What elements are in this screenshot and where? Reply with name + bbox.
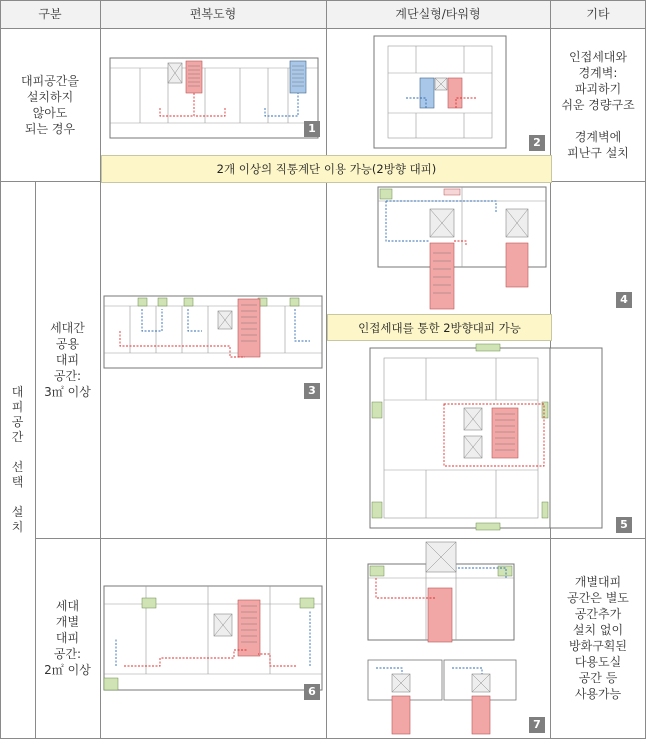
floor-plan-4 (326, 181, 550, 314)
section-label: 대 피 공 간 선 택 설 치 (11, 385, 24, 534)
banner-text: 2개 이상의 직통계단 이용 가능(2방향 대피) (216, 162, 437, 176)
floor-plan-3 (100, 181, 326, 399)
plan-number-badge: 2 (529, 135, 545, 151)
stair-red-7 (428, 588, 452, 642)
header-other: 기타 (586, 7, 610, 21)
neighbor-evacuation-banner (327, 314, 552, 341)
row1-category: 대피공간을 설치하지 않아도 되는 경우 (21, 73, 79, 136)
floor-plan-2 (326, 28, 550, 155)
plan-number-badge: 5 (616, 517, 632, 533)
floor-plan-1 (100, 28, 326, 155)
stair-blue-2 (420, 78, 434, 108)
floor-plan-7 (326, 538, 550, 738)
plan-number-badge: 3 (304, 383, 320, 399)
row1-note: 인접세대와 경계벽: 파괴하기 쉬운 경량구조 경계벽에 피난구 설치 (561, 49, 635, 160)
stair-red-6 (238, 600, 260, 656)
plan-number-badge: 7 (529, 717, 545, 733)
banner-text: 인접세대를 통한 2방향대피 가능 (358, 320, 521, 335)
plan-number-badge: 6 (304, 684, 320, 700)
floor-plan-6 (100, 538, 326, 738)
plan-number-badge: 1 (304, 121, 320, 137)
header-category: 구분 (38, 7, 62, 21)
header-stair-tower-type: 계단실형/타워형 (395, 7, 481, 21)
two-way-evacuation-banner (101, 155, 552, 183)
header-corridor-type: 편복도형 (189, 7, 237, 21)
plan-number-badge: 4 (616, 292, 632, 308)
row3-category: 세대 개별 대피 공간: 2㎡ 이상 (44, 599, 91, 677)
stair-red-3 (238, 299, 260, 357)
stair-red-5 (492, 408, 518, 458)
floor-plan-5 (326, 340, 550, 538)
row2-category: 세대간 공용 대피 공간: 3㎡ 이상 (44, 320, 91, 399)
stair-red-2 (448, 78, 462, 108)
row3-note: 개별대피 공간은 별도 공간추가 설치 없이 방화구획된 다용도실 공간 등 사용가능 (567, 575, 629, 701)
